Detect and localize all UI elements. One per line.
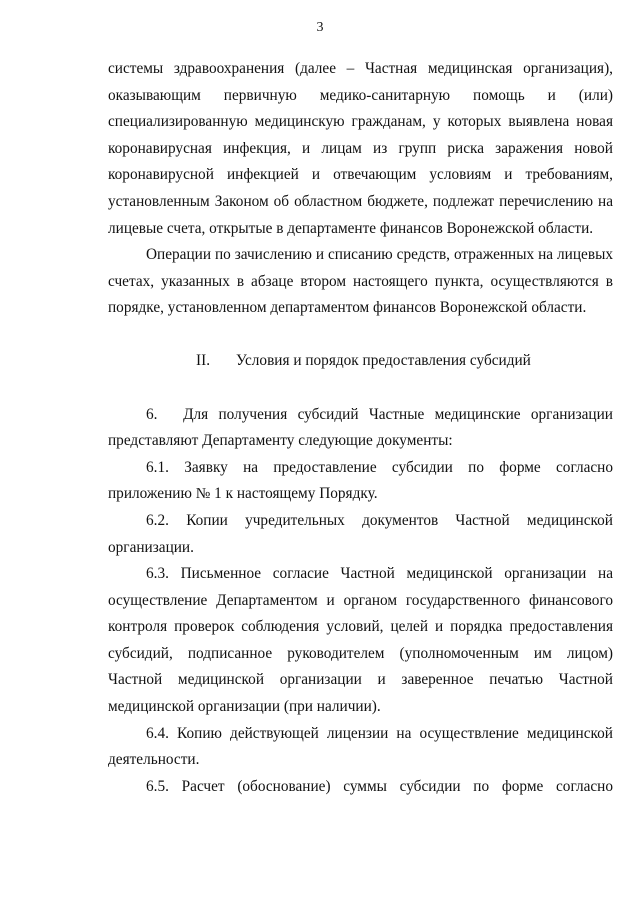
item-6-1: 6.1. Заявку на предоставление субсидии по форме согласно приложению № 1 к настоящему Порядку. xyxy=(108,458,613,503)
item-6-3: 6.3. Письменное согласие Частной медицинской организации на осуществление Департаментом и органом государственного финансового контроля проверок соблюдения условий, целей и порядка предоставления субсидий, подписанное руководителем (уполномоченным им лицом) Частной медицинской организации и заверенное печатью Частной медицинской организации (при наличии). xyxy=(108,565,613,716)
section-number: II. xyxy=(196,351,211,369)
page-number: 3 xyxy=(316,20,324,35)
item-6-4: 6.4. Копию действующей лицензии на осуществление медицинской деятельности. xyxy=(108,724,613,769)
document-body xyxy=(108,56,613,800)
paragraph-operations: Операции по зачислению и списанию средств, отраженных на лицевых счетах, указанных в абзаце втором настоящего пункта, осуществляются в порядке, установленном департаментом финансов Воронежской области. xyxy=(108,246,613,317)
item-6: 6. Для получения субсидий Частные медицинские организации представляют Департаменту следующие документы: xyxy=(108,405,613,450)
item-6-2: 6.2. Копии учредительных документов Частной медицинской организации. xyxy=(108,511,613,556)
section-heading xyxy=(108,348,613,375)
item-6-5: 6.5. Расчет (обоснование) суммы субсидии по форме согласно xyxy=(146,777,613,795)
paragraph-continuation: системы здравоохранения (далее – Частная медицинская организация), оказывающим первичную медико-санитарную помощь и (или) специализированную медицинскую гражданам, у которых выявлена новая коронавирусная инфекция, и лицам из групп риска заражения новой коронавирусной инфекцией и отвечающим условиям и требованиям, установленным Законом об областном бюджете, подлежат перечислению на лицевые счета, открытые в департаменте финансов Воронежской области. xyxy=(108,60,613,237)
section-title: Условия и порядок предоставления субсидий xyxy=(236,351,531,369)
